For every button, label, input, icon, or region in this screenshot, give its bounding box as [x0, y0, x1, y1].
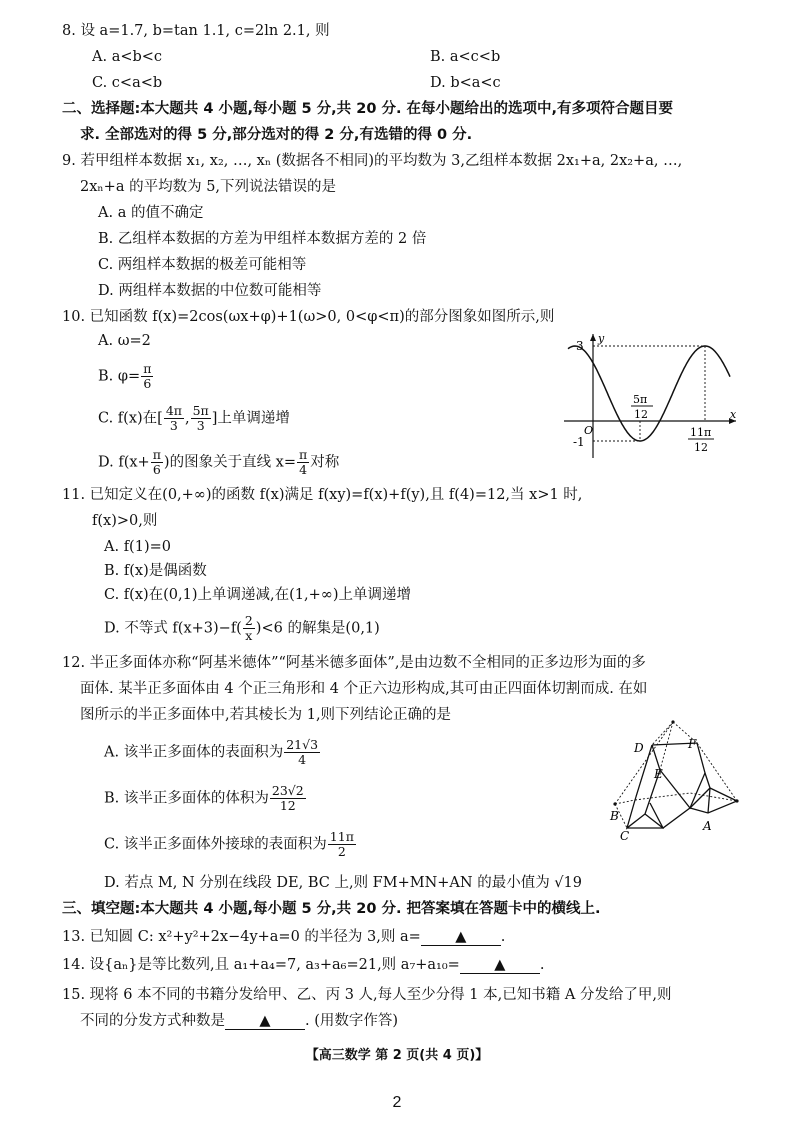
q12-option-a-label: A. 该半正多面体的表面积为	[104, 744, 284, 761]
section2-heading: 二、选择题:本大题共 4 小题,每小题 5 分,共 20 分. 在每小题给出的选项中,有多项符合题目要	[62, 101, 674, 117]
q14-tail: .	[539, 957, 545, 973]
q10-option-d-label: D. f(x+	[98, 454, 150, 471]
numerator: 21√3	[286, 737, 319, 752]
vertex-label-d: D	[634, 741, 644, 755]
q8-option-c: C. c<a<b	[92, 75, 163, 91]
q10-option-c-tail: ]上单调递增	[211, 410, 290, 427]
numerator: π	[143, 361, 152, 376]
q12-option-c-label: C. 该半正多面体外接球的表面积为	[104, 836, 327, 853]
y-tick-3: 3	[576, 339, 584, 353]
edge-inner-2	[708, 788, 710, 813]
section3-heading: 三、填空题:本大题共 4 小题,每小题 5 分,共 20 分. 把答案填在答题卡中的横线上.	[62, 901, 601, 917]
q12-polyhedron-figure	[600, 718, 750, 848]
vertex-label-c: C	[620, 829, 630, 843]
solid-edges	[627, 743, 737, 828]
hidden-edges	[615, 722, 737, 828]
hidden-edge-6	[697, 743, 737, 801]
denominator: 6	[152, 462, 161, 477]
hidden-edge-1	[652, 722, 673, 745]
q12-option-b-label: B. 该半正多面体的体积为	[104, 790, 269, 807]
denominator: 3	[169, 418, 178, 433]
separator: ,	[184, 410, 190, 427]
q10-option-d	[98, 448, 339, 477]
q9-option-a: A. a 的值不确定	[98, 205, 204, 221]
q13-tail: .	[500, 929, 506, 945]
q10-option-d-tail: 对称	[310, 454, 340, 471]
q10-option-c	[98, 404, 290, 433]
q11-option-d	[104, 614, 380, 643]
x-tick-5pi-12-num: 5π	[633, 393, 648, 406]
q12-stem-cont1: 面体. 某半正多面体由 4 个正三角形和 4 个正六边形构成,其可由正四面体切割而成. 在如	[80, 681, 648, 697]
fraction	[284, 738, 320, 767]
vertex-dot	[613, 802, 616, 805]
q11-option-d-label: D. 不等式 f(x+3)−f(	[104, 620, 242, 637]
q12-option-d: D. 若点 M, N 分别在线段 DE, BC 上,则 FM+MN+AN 的最小值为 √19	[104, 875, 582, 891]
q9-option-b: B. 乙组样本数据的方差为甲组样本数据方差的 2 倍	[98, 231, 427, 247]
x-tick-5pi-12-den: 12	[634, 408, 648, 421]
vertex-dot	[671, 720, 674, 723]
q15-stem-cont	[80, 1010, 398, 1032]
q11-stem: 11. 已知定义在(0,+∞)的函数 f(x)满足 f(xy)=f(x)+f(y),且 f(4)=12,当 x>1 时,	[62, 487, 583, 503]
numerator: π	[152, 447, 161, 462]
fraction	[191, 404, 211, 433]
q8-option-a: A. a<b<c	[92, 49, 163, 65]
q12-stem-cont2: 图所示的半正多面体中,若其棱长为 1,则下列结论正确的是	[80, 707, 452, 723]
numerator: 4π	[165, 403, 182, 418]
q13-answer-blank: ▲	[421, 929, 501, 946]
x-tick-11pi-12-num: 11π	[690, 426, 712, 439]
vertex-label-a: A	[703, 819, 712, 833]
denominator: 2	[337, 844, 346, 859]
q12-option-a	[104, 738, 321, 767]
fraction	[297, 448, 309, 477]
q9-stem-cont: 2xₙ+a 的平均数为 5,下列说法错误的是	[80, 179, 337, 195]
numerator: π	[299, 447, 308, 462]
hidden-edge-8	[615, 722, 673, 804]
q12-option-c	[104, 830, 357, 859]
vertex-label-e: E	[654, 767, 663, 781]
y-axis-label: y	[598, 332, 605, 345]
fraction	[164, 404, 184, 433]
q9-stem: 9. 若甲组样本数据 x₁, x₂, …, xₙ (数据各不相同)的平均数为 3,乙组样本数据 2x₁+a, 2x₂+a, …,	[62, 153, 683, 169]
q10-stem: 10. 已知函数 f(x)=2cos(ωx+φ)+1(ω>0, 0<φ<π)的部分图象如图所示,则	[62, 309, 555, 325]
q10-option-b-label: B. φ=	[98, 368, 141, 385]
denominator: x	[245, 628, 253, 643]
q11-stem-cont: f(x)>0,则	[92, 513, 158, 529]
q8-option-b: B. a<c<b	[430, 49, 501, 65]
denominator: 3	[196, 418, 205, 433]
q11-option-a: A. f(1)=0	[104, 539, 171, 555]
q15-text: 不同的分发方式种数是	[80, 1013, 225, 1029]
q10-function-graph	[560, 330, 740, 460]
section2-heading-cont: 求. 全部选对的得 5 分,部分选对的得 2 分,有选错的得 0 分.	[80, 127, 473, 143]
denominator: 4	[298, 752, 307, 767]
page-number: 2	[392, 1094, 402, 1111]
x-tick-11pi-12-den: 12	[694, 441, 708, 454]
q11-option-c: C. f(x)在(0,1)上单调递减,在(1,+∞)上单调递增	[104, 587, 412, 603]
fraction	[270, 784, 306, 813]
q11-option-d-tail: )<6 的解集是(0,1)	[255, 620, 380, 637]
page-footer: 【高三数学 第 2 页(共 4 页)】	[305, 1048, 489, 1063]
x-axis-label: x	[730, 408, 737, 421]
q14-text: 14. 设{aₙ}是等比数列,且 a₁+a₄=7, a₃+a₆=21,则 a₇+a₁₀=	[62, 957, 460, 973]
fraction	[151, 448, 163, 477]
numerator: 5π	[192, 403, 209, 418]
denominator: 12	[279, 798, 296, 813]
y-axis-arrow	[590, 334, 596, 341]
vertex-dot	[735, 799, 738, 802]
numerator: 2	[244, 613, 253, 628]
numerator: 23√2	[271, 783, 304, 798]
q15-stem: 15. 现将 6 本不同的书籍分发给甲、乙、丙 3 人,每人至少分得 1 本,已知书籍 A 分发给了甲,则	[62, 987, 672, 1003]
q10-option-a: A. ω=2	[98, 333, 151, 349]
q12-option-b	[104, 784, 307, 813]
origin-label: O	[584, 424, 594, 437]
q11-option-b: B. f(x)是偶函数	[104, 563, 207, 579]
left-face-edges	[627, 745, 660, 828]
q14	[62, 954, 544, 976]
y-tick-neg1: -1	[573, 435, 585, 449]
q13	[62, 926, 505, 948]
q14-answer-blank: ▲	[460, 957, 540, 974]
q10-option-d-mid: )的图象关于直线 x=	[163, 454, 296, 471]
q15-answer-blank: ▲	[225, 1013, 305, 1030]
q12-stem: 12. 半正多面体亦称“阿基米德体”“阿基米德多面体”,是由边数不全相同的正多边形为面的多	[62, 655, 646, 671]
numerator: 11π	[329, 829, 354, 844]
q10-option-b	[98, 362, 154, 391]
q8-stem: 8. 设 a=1.7, b=tan 1.1, c=2ln 2.1, 则	[62, 23, 330, 39]
q10-option-c-label: C. f(x)在[	[98, 410, 163, 427]
denominator: 6	[143, 376, 152, 391]
q8-option-d: D. b<a<c	[430, 75, 501, 91]
fraction	[243, 614, 255, 643]
hidden-edge-4	[615, 800, 635, 804]
vertex-label-b: B	[610, 809, 619, 823]
denominator: 4	[299, 462, 308, 477]
vertex-label-f: F	[688, 737, 697, 751]
q9-option-c: C. 两组样本数据的极差可能相等	[98, 257, 307, 273]
q13-text: 13. 已知圆 C: x²+y²+2x−4y+a=0 的半径为 3,则 a=	[62, 929, 421, 945]
q15-tail: . (用数字作答)	[305, 1013, 399, 1029]
q9-option-d: D. 两组样本数据的中位数可能相等	[98, 283, 322, 299]
fraction	[141, 362, 153, 391]
edge-inner	[690, 788, 710, 808]
fraction	[328, 830, 356, 859]
